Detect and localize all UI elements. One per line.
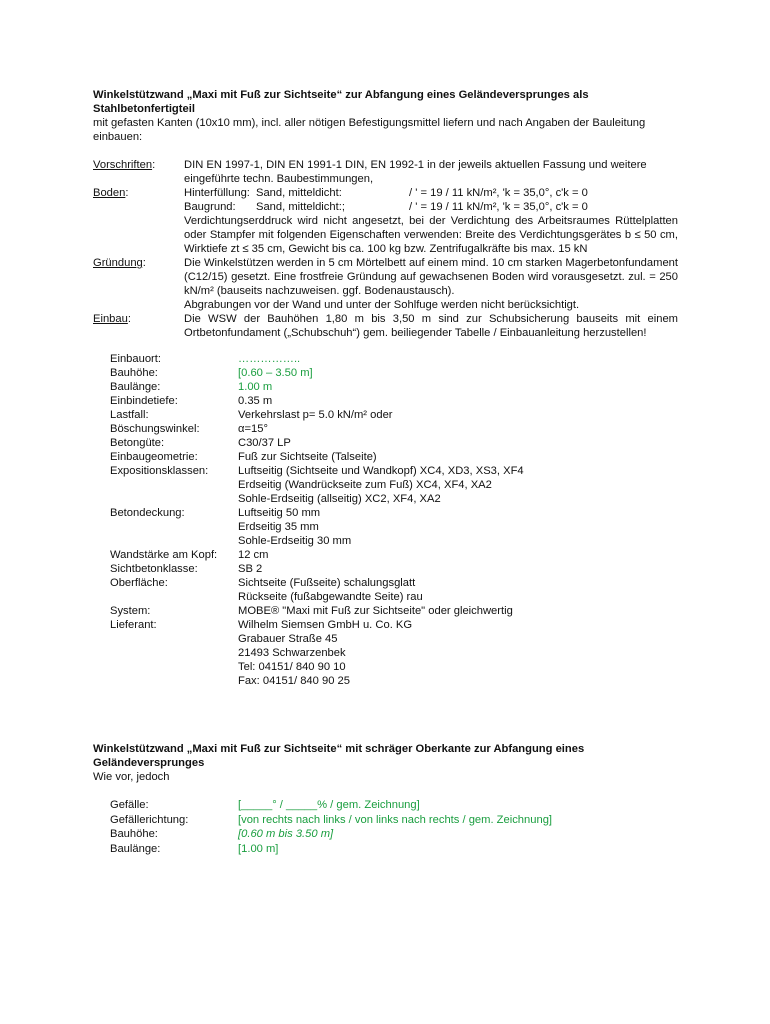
spec-value: Rückseite (fußabgewandte Seite) rau [238, 591, 423, 603]
spec-key: Baulänge: [110, 381, 161, 393]
spec-key: Lieferant: [110, 619, 157, 631]
spec2-key: Gefälle: [110, 799, 149, 811]
spec-row [110, 646, 678, 660]
boden-label: Boden [93, 187, 126, 199]
spec-row [110, 436, 678, 450]
spec2-row [110, 813, 678, 828]
gruendung-section: Gründung: Die Winkelstützen werden in 5 cm Mörtelbett auf einem mind. 10 cm starken Magerbetonfundament (C12/15) gesetzt. Eine frostfreie Gründung auf gewachsenen Boden wird vorausgesetzt. zul. = 250 kN/m² (bauseits nachzuweisen. ggf. Bodenaustausch). Abgrabungen vor der Wand und unter der Sohlfuge werden nicht berücksichtigt. [93, 257, 678, 311]
spec-row [110, 366, 678, 380]
spec-row [110, 576, 678, 590]
spec-value: Luftseitig 50 mm [238, 507, 321, 519]
spec-row [110, 674, 678, 688]
spec2-row [110, 842, 678, 857]
spec-value: Wilhelm Siemsen GmbH u. Co. KG [238, 619, 413, 631]
spec2-value: [_____° / _____% / gem. Zeichnung] [238, 799, 420, 811]
spec-key: Bauhöhe: [110, 367, 158, 379]
spec-row [110, 520, 678, 534]
spec-value: [0.60 – 3.50 m] [238, 367, 313, 379]
spec2-key: Gefällerichtung: [110, 813, 189, 826]
spec-row [110, 534, 678, 548]
spec-key: Expositionsklassen: [110, 465, 209, 477]
spec-row [110, 632, 678, 646]
boden-row-values: / ' = 19 / 11 kN/m², 'k = 35,0°, c'k = 0 [409, 187, 588, 199]
spec-value: …………….. [238, 353, 301, 365]
spec-value: Sohle-Erdseitig 30 mm [238, 535, 352, 547]
spec2-value: [von rechts nach links / von links nach rechts / gem. Zeichnung] [238, 813, 553, 826]
spec-row [110, 618, 678, 632]
boden-row-values: / ' = 19 / 11 kN/m², 'k = 35,0°, c'k = 0 [409, 201, 588, 213]
spec-table-2 [110, 798, 678, 856]
einbau-section: Einbau: Die WSW der Bauhöhen 1,80 m bis 3,50 m sind zur Schubsicherung bauseits mit einem Ortbetonfundament („Schubschuh“) gem. beiliegender Tabelle / Einbauanleitung herzustellen! [93, 313, 678, 339]
spec-value: Luftseitig (Sichtseite und Wandkopf) XC4, XD3, XS3, XF4 [238, 465, 524, 477]
spec-key [110, 646, 238, 660]
spec-value: MOBE® "Maxi mit Fuß zur Sichtseite" oder gleichwertig [238, 605, 513, 617]
spec-row [110, 604, 678, 618]
spec-row [110, 478, 678, 492]
spec-value: Fuß zur Sichtseite (Talseite) [238, 451, 377, 463]
spec2-value: [1.00 m] [238, 842, 279, 855]
spec-key: Einbaugeometrie: [110, 451, 198, 463]
section-title-1: Winkelstützwand „Maxi mit Fuß zur Sichtseite“ zur Abfangung eines Geländeversprunges als Stahlbetonfertigteil [93, 89, 589, 115]
spec-key [110, 520, 238, 534]
spec2-row [110, 827, 678, 842]
spec-key: Oberfläche: [110, 577, 168, 589]
spec-key [110, 534, 238, 548]
spec2-key: Baulänge: [110, 842, 161, 855]
intro-text-2: Wie vor, jedoch [93, 771, 170, 783]
vorschriften-text: DIN EN 1997-1, DIN EN 1991-1 DIN, EN 1992-1 in der jeweils aktuellen Fassung und weitere eingeführte techn. Baubestimmungen, [184, 159, 647, 185]
boden-text: Verdichtungserddruck wird nicht angesetzt, bei der Verdichtung des Arbeitsraumes Rüttelplatten oder Stampfer mit folgenden Eigenschaften verwenden: Breite des Verdichtungsgerätes b ≤ 50 cm, Wirktiefe zt ≤ 35 cm, Gewicht bis ca. 100 kg bzw. Zentrifugalkräfte bis max. 15 kN [184, 215, 678, 255]
boden-section: Boden: Hinterfüllung: Sand, mitteldicht: / ' = 19 / 11 kN/m², 'k = 35,0°, c'k = 0 Baugrund: Sand, mitteldicht:; / ' = 19 / 11 kN/m², 'k = 35,0°, c'k = 0 Verdichtungserddruck wird nicht angesetzt, bei der Verdichtung des Arbeitsraumes Rüttelplatten oder Stampfer mit folgenden Eigenschaften verwenden: Breite des Verdichtungsgerätes b ≤ 50 cm, Wirktiefe zt ≤ 35 cm, Gewicht bis ca. 100 kg bzw. Zentrifugalkräfte bis max. 15 kN [93, 187, 678, 255]
spec-row [110, 394, 678, 408]
spec-row [110, 380, 678, 394]
spec-key [110, 660, 238, 674]
spec-row [110, 450, 678, 464]
spec-key [110, 492, 238, 506]
gruendung-text-2: Abgrabungen vor der Wand und unter der Sohlfuge werden nicht berücksichtigt. [184, 299, 580, 311]
spec-row [110, 422, 678, 436]
boden-row-soil: Sand, mitteldicht:; [256, 201, 345, 213]
spec2-row [110, 798, 678, 813]
spec-value: SB 2 [238, 563, 263, 575]
vorschriften-label: Vorschriften [93, 159, 153, 171]
spec-table [110, 352, 678, 688]
boden-row-soil: Sand, mitteldicht: [256, 187, 342, 199]
spec-row [110, 464, 678, 478]
spec-row [110, 548, 678, 562]
spec-key: Böschungswinkel: [110, 423, 200, 435]
intro-text: mit gefasten Kanten (10x10 mm), incl. aller nötigen Befestigungsmittel liefern und nach Angaben der Bauleitung einbauen: [93, 117, 646, 143]
spec-key: Betondeckung: [110, 507, 185, 519]
boden-row-label: Hinterfüllung: [184, 187, 250, 199]
gruendung-label: Gründung [93, 257, 143, 269]
boden-row [184, 200, 678, 214]
spec-key: Betongüte: [110, 437, 165, 449]
spec2-value: [0.60 m bis 3.50 m] [238, 828, 334, 840]
spec-key: Sichtbetonklasse: [110, 563, 198, 575]
spec-value: C30/37 LP [238, 437, 291, 449]
einbau-text: Die WSW der Bauhöhen 1,80 m bis 3,50 m sind zur Schubsicherung bauseits mit einem Ortbetonfundament („Schubschuh“) gem. beiliegender Tabelle / Einbauanleitung herzustellen! [184, 313, 678, 339]
spec-key [110, 632, 238, 646]
spec-row [110, 590, 678, 604]
spec-key [110, 674, 238, 688]
spec-value: 12 cm [238, 549, 269, 561]
spec-value: Erdseitig 35 mm [238, 521, 319, 533]
spec-value: Grabauer Straße 45 [238, 633, 338, 645]
spec-value: Sichtseite (Fußseite) schalungsglatt [238, 577, 416, 589]
einbau-label: Einbau [93, 313, 128, 325]
spec-key [110, 478, 238, 492]
spec-key: Lastfall: [110, 409, 149, 421]
spec-value: α=15° [238, 423, 268, 435]
vorschriften-section: Vorschriften: DIN EN 1997-1, DIN EN 1991-1 DIN, EN 1992-1 in der jeweils aktuellen Fassung und weitere eingeführte techn. Baubestimmungen, [93, 158, 678, 186]
gruendung-text: Die Winkelstützen werden in 5 cm Mörtelbett auf einem mind. 10 cm starken Magerbetonfundament (C12/15) gesetzt. Eine frostfreie Gründung auf gewachsenen Boden wird vorausgesetzt. zul. = 250 kN/m² (bauseits nachzuweisen. ggf. Bodenaustausch). [184, 257, 678, 297]
spec-value: 1.00 m [238, 381, 273, 393]
spec-row [110, 408, 678, 422]
document-page [93, 88, 678, 856]
boden-row [184, 186, 678, 200]
spec-value: Tel: 04151/ 840 90 10 [238, 661, 346, 673]
spec-row [110, 492, 678, 506]
spec-value: Sohle-Erdseitig (allseitig) XC2, XF4, XA2 [238, 493, 441, 505]
spec-key: Einbauort: [110, 353, 161, 365]
spec-row [110, 352, 678, 366]
section-title-2: Winkelstützwand „Maxi mit Fuß zur Sichtseite“ mit schräger Oberkante zur Abfangung eines Geländeversprunges [93, 743, 585, 769]
spec-key [110, 590, 238, 604]
spec2-key: Bauhöhe: [110, 828, 158, 840]
spec-value: 21493 Schwarzenbek [238, 647, 346, 659]
spec-key: System: [110, 605, 151, 617]
spec-key: Wandstärke am Kopf: [110, 549, 218, 561]
spec-value: Erdseitig (Wandrückseite zum Fuß) XC4, XF4, XA2 [238, 479, 492, 491]
spec-value: 0.35 m [238, 395, 273, 407]
spec-key: Einbindetiefe: [110, 395, 178, 407]
boden-row-label: Baugrund: [184, 201, 236, 213]
spec-value: Fax: 04151/ 840 90 25 [238, 675, 350, 687]
spec-row [110, 660, 678, 674]
spec-row [110, 506, 678, 520]
spec-row [110, 562, 678, 576]
spec-value: Verkehrslast p= 5.0 kN/m² oder [238, 409, 393, 421]
